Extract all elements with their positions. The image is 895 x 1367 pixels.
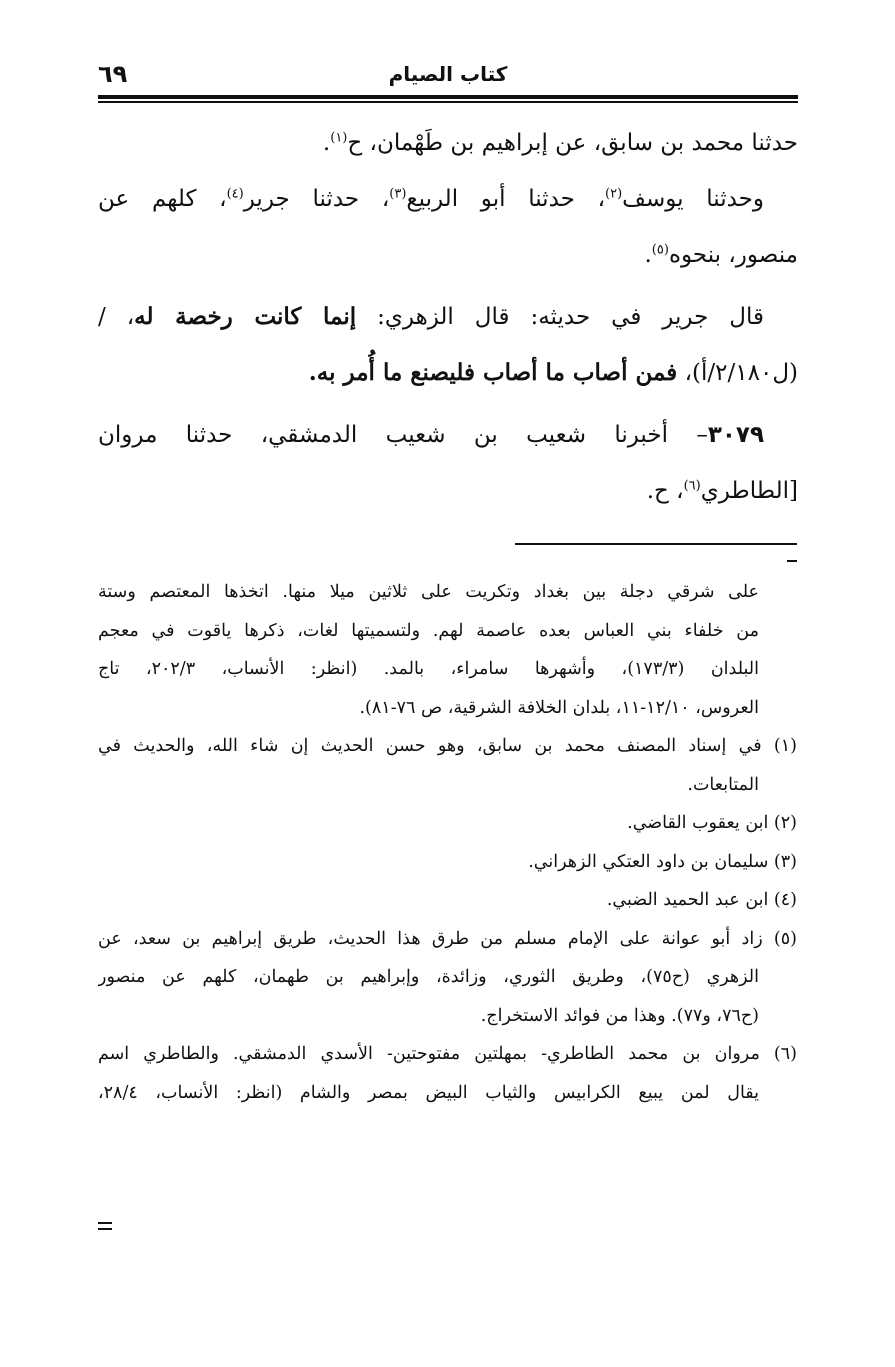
text: ، كلهم عن [98,186,227,212]
footnote-ref-1: (١) [330,130,348,146]
main-text [98,115,798,519]
footnote-line: على شرقي دجلة بين بغداد وتكريت على ثلاثين ميلا منها. اتخذها المعتصم وستة [98,582,759,602]
text: منصور، بنحوه [668,242,798,268]
text: ، حدثنا أبو الربيع [406,186,606,212]
manuscript-ref: (ل٢/١٨٠/أ)، [677,360,798,386]
page-header [98,62,798,92]
hadith-number: ٣٠٧٩ [707,422,764,448]
page-number: ٦٩ [98,60,128,88]
punct: . [322,130,331,156]
footnotes [98,573,797,1112]
continued-mark [98,1222,112,1230]
footnote-6: (٦) مروان بن محمد الطاطري- بمهلتين مفتوحتين- الأسدي الدمشقي. والطاطري اسم [98,1044,797,1064]
bold-quote: إنما كانت رخصة له [134,303,357,330]
footnote-ref-4: (٤) [226,186,244,202]
footnote-3: (٣) سليمان بن داود العتكي الزهراني. [528,851,797,872]
text: حدثنا محمد بن سابق، عن إبراهيم بن طَهْمان، ح [347,130,798,156]
footnote-ref-3: (٣) [389,186,407,202]
footnote-ref-6: (٦) [683,478,701,494]
footnote-1-cont: المتابعات. [687,774,759,795]
footnote-separator [515,543,797,545]
text-line-2 [98,171,798,227]
text: وحدثنا يوسف [622,186,764,212]
text: ، حدثنا جرير [243,186,390,212]
bracket: [ [789,478,798,504]
footnote-line: العروس، ١٢/١٠-١١، بلدان الخلافة الشرقية، ص ٧٦-٨١). [359,697,759,718]
footnote-1: (١) في إسناد المصنف محمد بن سابق، وهو حسن الحديث إن شاء الله، والحديث في [98,736,797,756]
text: الطاطري [700,478,790,504]
footnote-6-cont: يقال لمن يبيع الكرابيس والثياب البيض بمصر والشام (انظر: الأنساب، ٢٨/٤، [98,1082,759,1103]
text: ، ح. [646,478,684,504]
footnote-2: (٢) ابن يعقوب القاضي. [627,813,797,833]
header-rule-thick [98,95,798,99]
running-title: كتاب الصيام [388,62,508,86]
footnote-5-cont: الزهري (ح٧٥)، وطريق الثوري، وزائدة، وإبراهيم بن طهمان، كلهم عن منصور [98,967,759,987]
text: – أخبرنا شعيب بن شعيب الدمشقي، حدثنا مروان [98,422,708,448]
footnote-ref-5: (٥) [651,242,669,258]
continuation-mark [787,560,797,562]
header-rule-thin [98,101,798,103]
footnote-ref-2: (٢) [605,186,623,202]
footnote-line: من خلفاء بني العباس بعده عاصمة لهم. ولتسميتها لغات، ذكرها ياقوت في معجم [98,620,759,641]
bold-quote: فمن أصاب ما أصاب فليصنع ما أُمر به. [308,359,678,386]
text-line-3 [98,227,798,283]
text: ، / [98,304,135,330]
footnote-line: البلدان (١٧٣/٣)، وأشهرها سامراء، بالمد. (انظر: الأنساب، ٢٠٢/٣، تاج [98,659,759,679]
text-line-6 [98,407,798,463]
footnote-5: (٥) زاد أبو عوانة على الإمام مسلم من طرق هذا الحديث، طريق إبراهيم بن سعد، عن [98,928,797,949]
text-line-7 [98,463,798,519]
punct: . [644,242,652,268]
text-line-1 [98,115,798,171]
text: قال جرير في حديثه: قال الزهري: [356,304,764,330]
footnote-4: (٤) ابن عبد الحميد الضبي. [606,890,797,910]
text-line-5 [98,345,798,401]
footnote-5-cont: (ح٧٦، و٧٧). وهذا من فوائد الاستخراج. [480,1005,759,1026]
text-line-4 [98,289,798,345]
